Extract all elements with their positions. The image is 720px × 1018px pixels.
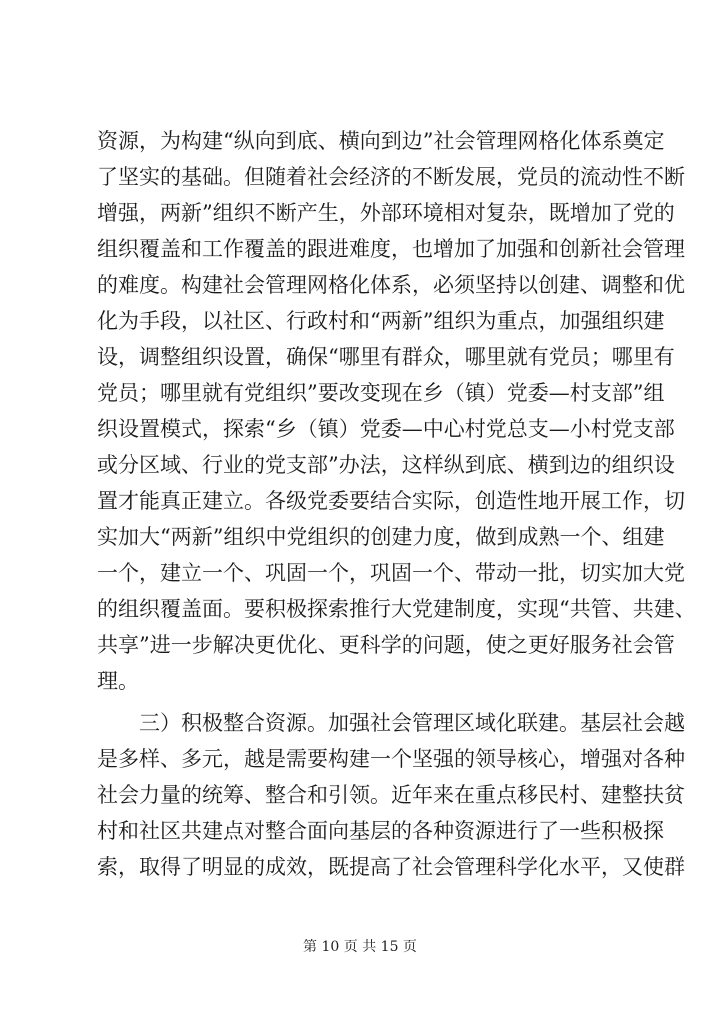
body-text-line: 三）积极整合资源。加强社会管理区域化联建。基层社会越 [97,711,685,735]
body-text-line: 增强，两新”组织不断产生，外部环境相对复杂，既增加了党的 [97,201,675,225]
body-text-line: 一个，建立一个、巩固一个，巩固一个、带动一批，切实加大党 [97,561,685,585]
body-text-line: 是多样、多元，越是需要构建一个坚强的领导核心，增强对各种 [97,747,685,771]
body-text-line: 的组织覆盖面。要积极探索推行大党建制度，实现“共管、共建、 [97,597,696,621]
page-footer: 第 10 页 共 15 页 [303,939,417,955]
body-text-line: 了坚实的基础。但随着社会经济的不断发展，党员的流动性不断 [97,165,685,189]
body-text-line: 实加大“两新”组织中党组织的创建力度，做到成熟一个、组建 [97,525,665,549]
body-text-line: 置才能真正建立。各级党委要结合实际，创造性地开展工作，切 [97,489,685,513]
body-text-line: 化为手段，以社区、行政村和“两新”组织为重点，加强组织建 [97,309,665,333]
body-text-line: 索，取得了明显的成效，既提高了社会管理科学化水平，又使群 [97,855,685,879]
body-text-line: 资源，为构建“纵向到底、横向到边”社会管理网格化体系奠定 [97,129,665,153]
body-text-line: 理。 [97,669,139,693]
body-text-line: 设，调整组织设置，确保“哪里有群众，哪里就有党员；哪里有 [97,345,675,369]
body-text-line: 组织覆盖和工作覆盖的跟进难度，也增加了加强和创新社会管理 [97,237,685,261]
body-text-line: 织设置模式，探索“乡（镇）党委—中心村党总支—小村党支部 [97,417,675,441]
body-text-line: 或分区域、行业的党支部”办法，这样纵到底、横到边的组织设 [97,453,675,477]
body-text-line: 共享”进一步解决更优化、更科学的问题，使之更好服务社会管 [97,633,675,657]
body-text-line: 村和社区共建点对整合面向基层的各种资源进行了一些积极探 [97,819,664,843]
body-text-line: 社会力量的统筹、整合和引领。近年来在重点移民村、建整扶贫 [97,783,685,807]
body-text-line: 的难度。构建社会管理网格化体系，必须坚持以创建、调整和优 [97,273,685,297]
body-text-line: 党员；哪里就有党组织”要改变现在乡（镇）党委—村支部”组 [97,381,665,405]
